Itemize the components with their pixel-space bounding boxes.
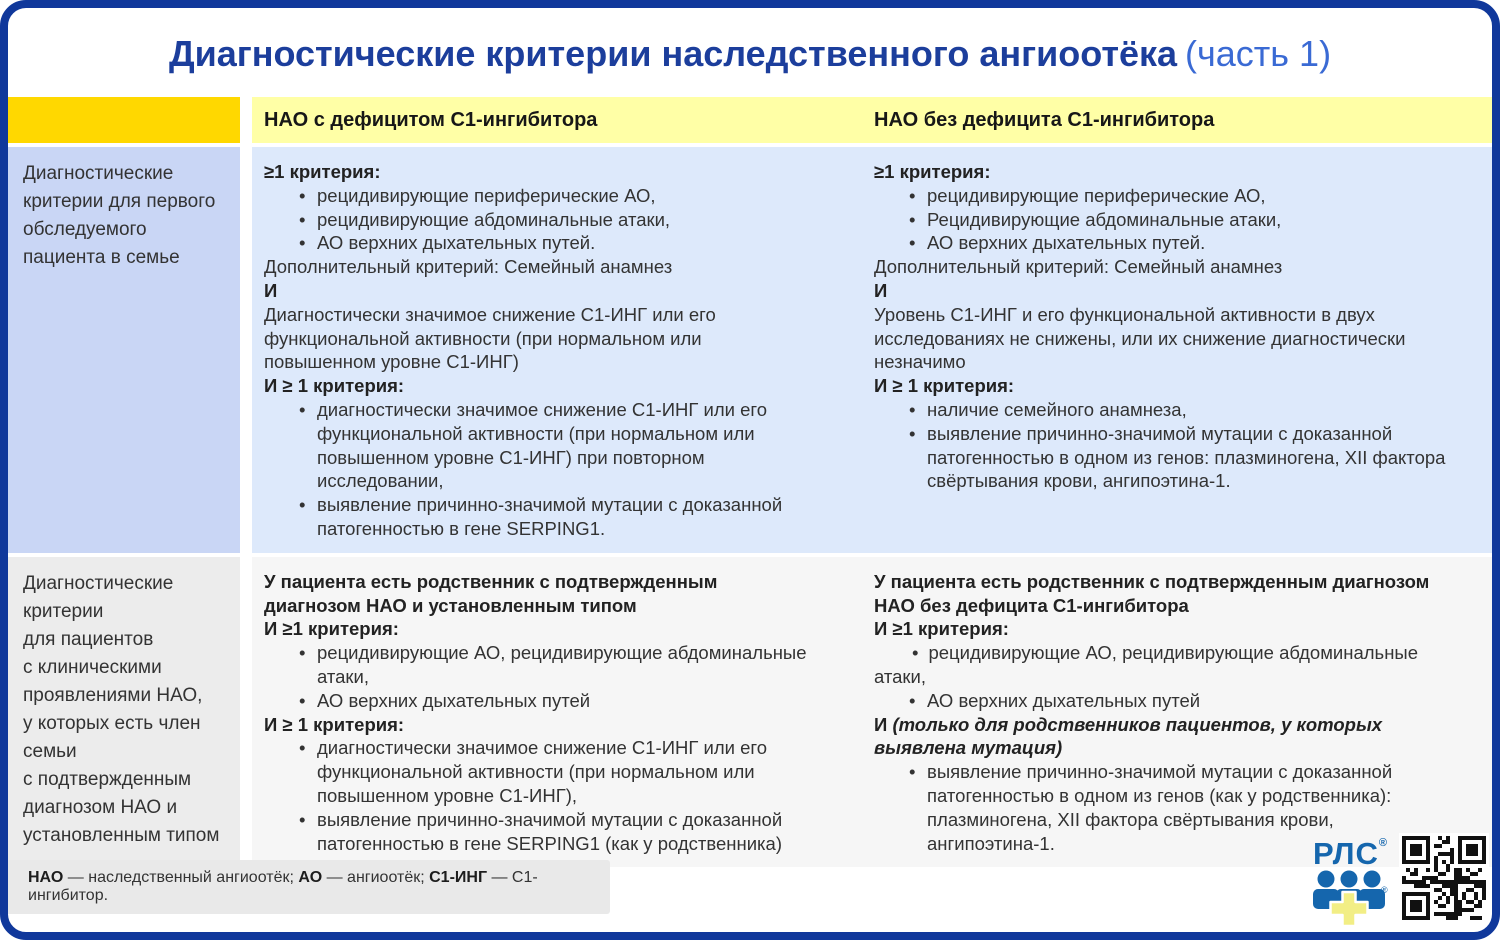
row-label-line: диагнозом НАО и [23, 796, 178, 818]
criteria-bullet: • выявление причинно-значимой мутации с доказанной патогенностью в одном из генов (как у родственника): плазминогена, XII фактора свёртывания крови, ангипоэтина-1. [874, 760, 1464, 855]
criteria-bullet: • АО верхних дыхательных путей. [264, 231, 817, 255]
criteria-text: Диагностически значимое снижение С1-ИНГ или его функциональной активности (при нормальном или повышенном уровне С1-ИНГ) [264, 303, 716, 373]
criteria-heading: И ≥ 1 критерия: [264, 713, 405, 735]
row-label-cell [8, 147, 240, 553]
criteria-heading: ≥1 критерия: [874, 161, 991, 182]
criteria-bullet: • рецидивирующие АО, рецидивирующие абдоминальные атаки, [264, 641, 817, 689]
criteria-bullet: • выявление причинно-значимой мутации с доказанной патогенностью в гене SERPING1. [264, 493, 817, 541]
page-title-part: (часть 1) [1185, 33, 1332, 74]
page-title [8, 8, 1492, 74]
cell-with-deficiency [252, 147, 865, 553]
criteria-table [8, 97, 1492, 867]
cell-without-deficiency [865, 147, 1492, 553]
rls-logo-text [1313, 828, 1387, 869]
brand-area [1310, 828, 1489, 927]
row-label-line: с клиническими [23, 656, 162, 678]
row-label-cell [8, 557, 240, 868]
header-corner-cell [8, 97, 240, 143]
column-gutter [240, 97, 252, 143]
criteria-heading-prefix: И [874, 713, 893, 735]
criteria-bullet: • рецидивирующие периферические АО, [874, 184, 1464, 208]
header-col-without-deficiency-label: НАО без дефицита С1-ингибитора [874, 108, 1215, 131]
column-gutter [240, 557, 252, 868]
cell-with-deficiency [252, 557, 865, 868]
criteria-bullet: • АО верхних дыхательных путей [874, 689, 1464, 713]
criteria-bullet: • рецидивирующие абдоминальные атаки, [264, 208, 817, 232]
criteria-bullet: • АО верхних дыхательных путей [264, 689, 817, 713]
registered-mark: ® [1378, 837, 1387, 849]
row-label-line: критерии [23, 600, 104, 622]
abbr-definition: — ангиоотёк; [322, 869, 430, 886]
row-label-line: Диагностические [23, 572, 174, 594]
row-label-line: обследуемого [23, 219, 147, 240]
header-col-without-deficiency [865, 97, 1492, 143]
criteria-bullet: • рецидивирующие периферические АО, [264, 184, 817, 208]
criteria-bullet: • выявление причинно-значимой мутации с доказанной патогенностью в одном из генов: плазминогена, XII фактора свёртывания крови, ангипоэтина-1. [874, 422, 1464, 493]
criteria-bullet: • Рецидивирующие абдоминальные атаки, [874, 208, 1464, 232]
people-with-cross-icon [1310, 869, 1390, 927]
abbreviations-footnote [8, 860, 610, 914]
criteria-heading: И ≥1 критерия: [264, 618, 399, 640]
criteria-bullet: • АО верхних дыхательных путей. [874, 231, 1464, 255]
criteria-heading-italic: (только для родственников пациентов, у которых выявлена мутация) [874, 713, 1383, 759]
row-label-line: установленным типом [23, 824, 220, 846]
criteria-heading: У пациента есть родственник с подтвержденным диагнозом НАО и установленным типом [264, 570, 718, 616]
page-title-main: Диагностические критерии наследственного ангиоотёка [168, 33, 1178, 74]
table-body [8, 147, 1492, 867]
criteria-heading [874, 713, 1464, 761]
criteria-bullet: • диагностически значимое снижение С1-ИНГ или его функциональной активности (при нормальном или повышенном уровне С1-ИНГ) при повторном исследовании, [264, 398, 817, 493]
criteria-bullet: • диагностически значимое снижение С1-ИНГ или его функциональной активности (при нормальном или повышенном уровне С1-ИНГ), [264, 736, 817, 807]
criteria-heading: И ≥ 1 критерия: [874, 375, 1015, 397]
table-row [8, 147, 1492, 553]
svg-text:®: ® [1381, 885, 1388, 895]
criteria-heading: У пациента есть родственник с подтвержденным диагнозом НАО без дефицита С1-ингибитора [874, 570, 1430, 616]
criteria-heading: И ≥ 1 критерия: [264, 375, 405, 397]
criteria-heading: И [264, 279, 278, 301]
cell-without-deficiency [865, 557, 1492, 868]
qr-code [1399, 833, 1489, 923]
criteria-heading: ≥1 критерия: [264, 161, 381, 182]
column-gutter [240, 147, 252, 553]
row-label-line: семьи [23, 740, 77, 762]
abbr-definition: — наследственный ангиоотёк; [63, 869, 299, 886]
abbr-definition: — С1-ингибитор. [28, 869, 538, 904]
table-row [8, 557, 1492, 868]
abbr-term: С1-ИНГ [429, 869, 488, 886]
criteria-bullet: • рецидивирующие АО, рецидивирующие абдоминальные атаки, [874, 641, 1464, 689]
criteria-heading: И [874, 279, 888, 301]
criteria-text: Дополнительный критерий: Семейный анамнез [874, 256, 1283, 278]
criteria-bullet: • наличие семейного анамнеза, [874, 398, 1464, 422]
criteria-text: Уровень С1-ИНГ и его функциональной активности в двух исследованиях не снижены, или их снижение диагностически незначимо [874, 303, 1406, 373]
header-col-with-deficiency-label: НАО с дефицитом С1-ингибитора [264, 108, 598, 131]
row-label-line: с подтвержденным [23, 768, 192, 790]
row-label-line: критерии для первого [23, 191, 216, 212]
criteria-text: Дополнительный критерий: Семейный анамнез [264, 256, 673, 278]
rls-logo [1310, 828, 1390, 927]
header-col-with-deficiency [252, 97, 865, 143]
row-label-line: проявлениями НАО, [23, 684, 203, 706]
abbr-term: АО [298, 869, 323, 886]
table-header-row [8, 97, 1492, 143]
criteria-heading: И ≥1 критерия: [874, 618, 1009, 640]
row-label-line: пациента в семье [23, 247, 180, 268]
row-label-line: у которых есть член [23, 712, 201, 734]
criteria-bullet: • выявление причинно-значимой мутации с доказанной патогенностью в гене SERPING1 (как у родственника) [264, 808, 817, 856]
row-label-line: Диагностические [23, 163, 174, 184]
abbr-term: НАО [28, 869, 64, 886]
row-label-line: для пациентов [23, 628, 154, 650]
rls-brand-name: РЛС [1313, 836, 1379, 871]
